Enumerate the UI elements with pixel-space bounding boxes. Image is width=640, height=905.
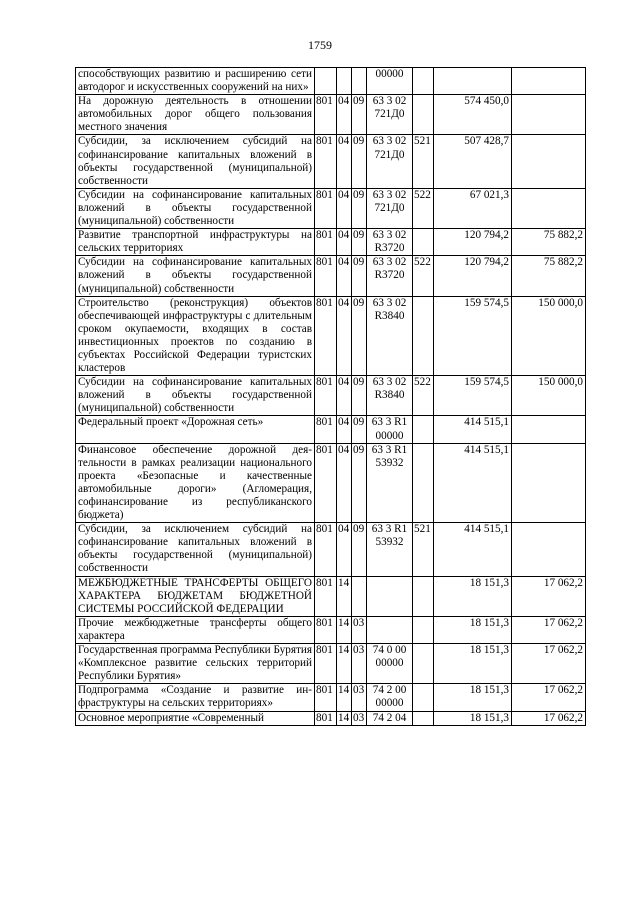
row-vr: 522 <box>413 376 434 416</box>
row-csr: 63 3 02 721Д0 <box>367 95 413 135</box>
row-rz: 04 <box>337 188 352 228</box>
row-csr: 63 3 02 721Д0 <box>367 188 413 228</box>
row-gr: 801 <box>315 576 337 616</box>
row-pr: 03 <box>352 711 367 725</box>
row-sum-2: 17 062,2 <box>512 684 586 711</box>
row-name: Субсидии на софинансирование капитальных вложений в объекты государственной (муниципальной) собственности <box>76 376 315 416</box>
row-sum-1: 18 151,3 <box>434 616 512 643</box>
row-rz <box>337 68 352 95</box>
row-gr: 801 <box>315 376 337 416</box>
row-sum-1: 120 794,2 <box>434 256 512 296</box>
table-row <box>76 376 586 416</box>
row-name: Субсидии на софинансирование капитальных вложений в объекты государственной (муниципальной) собственности <box>76 188 315 228</box>
row-sum-1: 18 151,3 <box>434 711 512 725</box>
row-pr: 09 <box>352 376 367 416</box>
row-pr: 09 <box>352 523 367 576</box>
row-name: На дорожную деятельность в отношении автомобильных дорог общего пользования местного значения <box>76 95 315 135</box>
row-vr <box>413 684 434 711</box>
table-row <box>76 95 586 135</box>
row-sum-1: 507 428,7 <box>434 135 512 188</box>
row-rz: 04 <box>337 95 352 135</box>
row-rz: 14 <box>337 684 352 711</box>
row-csr: 63 3 R1 53932 <box>367 523 413 576</box>
row-vr <box>413 576 434 616</box>
row-csr: 74 0 00 00000 <box>367 644 413 684</box>
row-vr <box>413 616 434 643</box>
row-pr <box>352 68 367 95</box>
row-sum-2: 150 000,0 <box>512 376 586 416</box>
row-sum-2: 75 882,2 <box>512 229 586 256</box>
row-pr: 09 <box>352 256 367 296</box>
row-csr: 63 3 R1 00000 <box>367 416 413 443</box>
row-gr: 801 <box>315 644 337 684</box>
table-row <box>76 576 586 616</box>
row-gr: 801 <box>315 296 337 376</box>
table-row <box>76 443 586 523</box>
row-csr: 63 3 02 R3720 <box>367 229 413 256</box>
row-sum-2 <box>512 443 586 523</box>
row-pr <box>352 576 367 616</box>
row-vr <box>413 68 434 95</box>
row-sum-1: 574 450,0 <box>434 95 512 135</box>
row-sum-2: 17 062,2 <box>512 576 586 616</box>
row-vr <box>413 229 434 256</box>
table-body <box>76 68 586 726</box>
row-csr: 63 3 02 721Д0 <box>367 135 413 188</box>
table-row <box>76 229 586 256</box>
row-gr: 801 <box>315 416 337 443</box>
row-sum-2: 17 062,2 <box>512 644 586 684</box>
row-name: Подпрограмма «Создание и развитие инфраструктуры на сельских территориях» <box>76 684 315 711</box>
row-csr: 63 3 02 R3840 <box>367 376 413 416</box>
row-name: Прочие межбюджетные трансферты общего характера <box>76 616 315 643</box>
table-row <box>76 684 586 711</box>
row-sum-2: 75 882,2 <box>512 256 586 296</box>
row-rz: 04 <box>337 416 352 443</box>
row-gr: 801 <box>315 523 337 576</box>
row-pr: 09 <box>352 188 367 228</box>
row-pr: 09 <box>352 95 367 135</box>
row-csr: 63 3 02 R3720 <box>367 256 413 296</box>
row-name: способствующих развитию и расширению сети автодорог и искусственных сооружений на них» <box>76 68 315 95</box>
table-row <box>76 296 586 376</box>
row-gr: 801 <box>315 95 337 135</box>
row-rz: 04 <box>337 256 352 296</box>
row-csr: 00000 <box>367 68 413 95</box>
table-row <box>76 616 586 643</box>
row-csr <box>367 576 413 616</box>
row-sum-2: 17 062,2 <box>512 616 586 643</box>
row-rz: 04 <box>337 296 352 376</box>
row-gr: 801 <box>315 256 337 296</box>
row-sum-2 <box>512 188 586 228</box>
table-row <box>76 135 586 188</box>
table-row <box>76 416 586 443</box>
row-rz: 04 <box>337 443 352 523</box>
row-csr <box>367 616 413 643</box>
row-gr: 801 <box>315 443 337 523</box>
row-rz: 14 <box>337 644 352 684</box>
row-name: МЕЖБЮДЖЕТНЫЕ ТРАНСФЕРТЫ ОБЩЕГО ХАРАКТЕРА БЮДЖЕТАМ БЮДЖЕТНОЙ СИСТЕМЫ РОССИЙСКОЙ ФЕДЕРАЦИИ <box>76 576 315 616</box>
table-row <box>76 188 586 228</box>
table-row <box>76 256 586 296</box>
row-sum-1: 18 151,3 <box>434 644 512 684</box>
row-vr <box>413 296 434 376</box>
row-pr: 09 <box>352 296 367 376</box>
row-sum-2 <box>512 68 586 95</box>
row-sum-2 <box>512 523 586 576</box>
row-csr: 74 2 04 <box>367 711 413 725</box>
row-rz: 14 <box>337 616 352 643</box>
row-rz: 04 <box>337 376 352 416</box>
row-sum-2 <box>512 416 586 443</box>
row-name: Финансовое обеспечение дорожной деятельности в рамках реализации национального проекта «Безопасные и качественные автомобильные дороги» (Агломерация, софинансирование из республиканского бюджета) <box>76 443 315 523</box>
row-pr: 09 <box>352 416 367 443</box>
row-sum-2: 150 000,0 <box>512 296 586 376</box>
page-number: 1759 <box>308 38 332 52</box>
row-rz: 14 <box>337 576 352 616</box>
row-pr: 09 <box>352 443 367 523</box>
row-sum-1: 414 515,1 <box>434 523 512 576</box>
row-rz: 04 <box>337 135 352 188</box>
row-pr: 03 <box>352 684 367 711</box>
row-vr <box>413 416 434 443</box>
row-csr: 74 2 00 00000 <box>367 684 413 711</box>
row-sum-1: 159 574,5 <box>434 376 512 416</box>
row-pr: 09 <box>352 135 367 188</box>
row-csr: 63 3 R1 53932 <box>367 443 413 523</box>
row-sum-2: 17 062,2 <box>512 711 586 725</box>
row-sum-2 <box>512 135 586 188</box>
row-pr: 09 <box>352 229 367 256</box>
row-sum-1: 67 021,3 <box>434 188 512 228</box>
row-vr <box>413 443 434 523</box>
row-gr: 801 <box>315 684 337 711</box>
row-gr: 801 <box>315 229 337 256</box>
row-rz: 14 <box>337 711 352 725</box>
row-sum-1: 18 151,3 <box>434 576 512 616</box>
row-vr: 521 <box>413 135 434 188</box>
row-name: Федеральный проект «Дорожная сеть» <box>76 416 315 443</box>
table-row <box>76 523 586 576</box>
row-name: Строительство (реконструкция) объектов обеспечивающей инфраструктуры с длительным сроком окупаемости, входящих в состав инвестиционных проектов по созданию в субъектах Российской Федерации туристских кластеров <box>76 296 315 376</box>
row-vr <box>413 95 434 135</box>
row-vr <box>413 644 434 684</box>
row-sum-2 <box>512 95 586 135</box>
row-name: Развитие транспортной инфраструктуры на сельских территориях <box>76 229 315 256</box>
row-vr: 522 <box>413 188 434 228</box>
row-pr: 03 <box>352 616 367 643</box>
row-sum-1: 159 574,5 <box>434 296 512 376</box>
table-row <box>76 68 586 95</box>
row-gr: 801 <box>315 188 337 228</box>
table-row <box>76 711 586 725</box>
row-rz: 04 <box>337 523 352 576</box>
row-pr: 03 <box>352 644 367 684</box>
row-name: Субсидии на софинансирование капитальных вложений в объекты государственной (муниципальной) собственности <box>76 256 315 296</box>
table-row <box>76 644 586 684</box>
row-name: Основное мероприятие «Современный <box>76 711 315 725</box>
row-sum-1: 414 515,1 <box>434 416 512 443</box>
row-name: Субсидии, за исключением субсидий на софинансирование капитальных вложений в объекты государственной (муниципальной) собственности <box>76 523 315 576</box>
row-sum-1: 414 515,1 <box>434 443 512 523</box>
row-vr: 522 <box>413 256 434 296</box>
row-gr <box>315 68 337 95</box>
row-rz: 04 <box>337 229 352 256</box>
row-sum-1: 120 794,2 <box>434 229 512 256</box>
row-sum-1: 18 151,3 <box>434 684 512 711</box>
row-name: Государственная программа Республики Бурятия «Комплексное развитие сельских территорий Республики Бурятия» <box>76 644 315 684</box>
row-sum-1 <box>434 68 512 95</box>
row-gr: 801 <box>315 616 337 643</box>
budget-table <box>75 67 586 726</box>
row-vr: 521 <box>413 523 434 576</box>
row-csr: 63 3 02 R3840 <box>367 296 413 376</box>
row-gr: 801 <box>315 711 337 725</box>
row-vr <box>413 711 434 725</box>
row-gr: 801 <box>315 135 337 188</box>
row-name: Субсидии, за исключением субсидий на софинансирование капитальных вложений в объекты государственной (муниципальной) собственности <box>76 135 315 188</box>
